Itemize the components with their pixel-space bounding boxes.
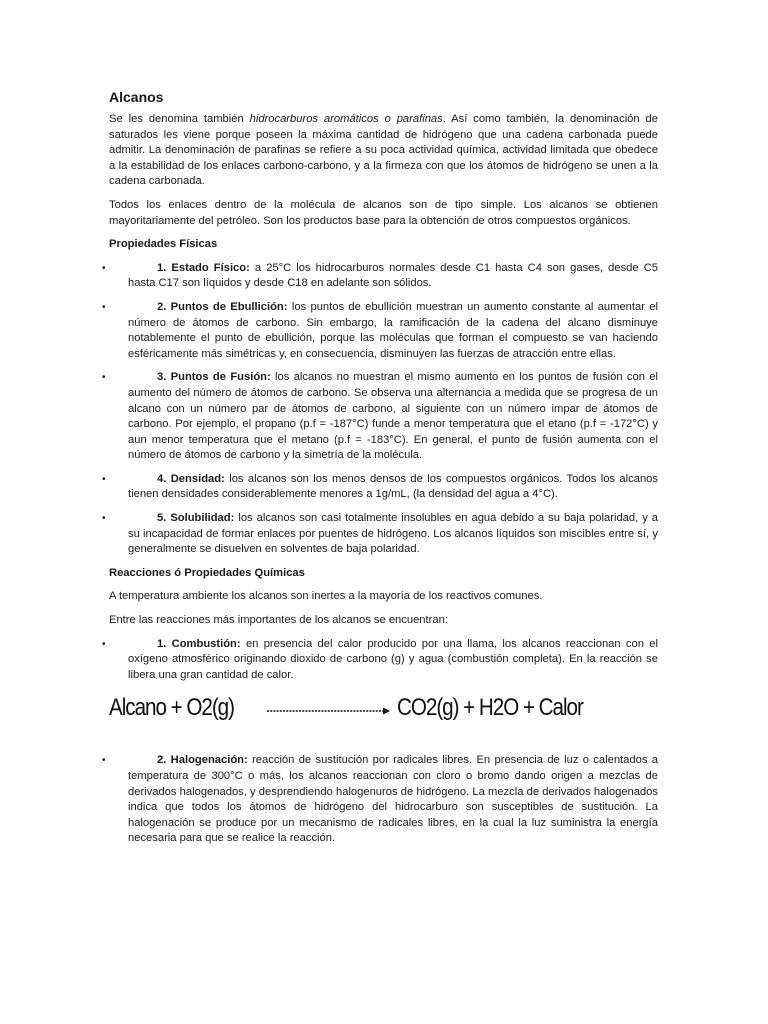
list-item: [102, 261, 659, 292]
list-item: [102, 370, 658, 464]
item-title: 2. Puntos de Ebullición:: [157, 300, 288, 313]
physical-properties-list: [102, 261, 659, 558]
equation-reactants: Alcano + O2(g): [109, 694, 234, 722]
list-item: [102, 300, 658, 362]
item-text: los alcanos son los menos densos de los compuestos orgánicos. Todos los alcanos tienen densidades considerablemente menores a 1g/mL, (la densidad del agua a 4°C).: [128, 472, 658, 501]
bullet-icon: •: [102, 262, 106, 274]
intro-text-b: . Así como también, la denominación de saturados les viene porque poseen la máxima cantidad de hidrógeno que una cadena carbonada puede admitir. La denominación de parafinas se refiere a su poca actividad química, actividad limitada que obedece a la estabilidad de los enlaces carbono-carbono, y a la firmeza con que los átomos de hidrógeno se unen a la cadena carbonada.: [109, 113, 658, 188]
item-text: los puntos de ebullición muestran un aumento constante al aumentar el número de átomos de carbono. Sin embargo, la ramificación de la cadena del alcano disminuye notablemente el punto de ebullición, porque las moléculas que forman el compuesto se van haciendo esféricamente más simétricas y, en consecuencia, disminuyen las fuerzas de atracción entre ellas.: [128, 300, 658, 360]
list-item: [102, 753, 658, 847]
reactions-list: [102, 637, 658, 684]
intro-paragraph-2: Todos los enlaces dentro de la molécula de alcanos son de tipo simple. Los alcanos se obtienen mayoritariamente del petróleo. Son los productos base para la obtención de otros compuestos orgánicos.: [109, 198, 658, 227]
item-title: 1. Combustión:: [157, 637, 241, 650]
reactions-list-continued: [102, 753, 658, 847]
combustion-equation: [109, 687, 658, 753]
bullet-icon: •: [102, 513, 106, 525]
chemical-paragraph-1: A temperatura ambiente los alcanos son inertes a la mayoría de los reactivos comunes.: [109, 590, 543, 603]
intro-text-a: Se les denomina también: [109, 113, 250, 125]
item-title: 3. Puntos de Fusión:: [157, 371, 271, 384]
item-text: en presencia del calor producido por una llama, los alcanos reaccionan con el oxígeno atmosférico originando dioxido de carbono (g) y agua (combustión completa). En la reacción se libera una gran cantidad de calor.: [128, 637, 658, 681]
item-title: 2. Halogenación:: [157, 754, 248, 767]
intro-italic-terms: hidrocarburos aromáticos o parafinas: [249, 113, 443, 125]
list-item: [102, 472, 658, 503]
equation-products: CO2(g) + H2O + Calor: [397, 694, 583, 722]
bullet-icon: •: [102, 755, 106, 767]
item-text: a 25°C los hidrocarburos normales desde C1 hasta C4 son gases, desde C5 hasta C17 son líquidos y desde C18 en adelante son sólidos.: [128, 261, 659, 290]
section-heading-physical: Propiedades Físicas: [109, 238, 218, 251]
item-title: 1. Estado Físico:: [157, 261, 250, 274]
chemical-paragraph-2: Entre las reacciones más importantes de los alcanos se encuentran:: [109, 614, 448, 627]
list-item: [102, 511, 659, 558]
bullet-icon: •: [102, 372, 106, 384]
bullet-icon: •: [102, 473, 106, 485]
bullet-icon: •: [102, 638, 106, 650]
section-heading-chemical: Reacciones ó Propiedades Químicas: [109, 566, 305, 579]
intro-paragraph-1: [109, 112, 658, 190]
bullet-icon: •: [102, 301, 106, 313]
item-text: los alcanos son casi totalmente insolubles en agua debido a su baja polaridad, y a su incapacidad de formar enlaces por puentes de hidrógeno. Los alcanos líquidos son miscibles entre sí, y generalmente se disuelven en solventes de baja polaridad.: [128, 512, 659, 556]
item-text: reacción de sustitución por radicales libres. En presencia de luz o calentados a temperatura de 300°C o más, los alcanos reaccionan con cloro o bromo dando origen a mezclas de derivados halogenados, y desprendiendo halogenuros de hidrógeno. La mezcla de derivados halogenados indica que todos los átomos de hidrógeno del hidrocarburo son susceptibles de sustitución. La halogenación se produce por un mecanismo de radicales libres, en la cual la luz suministra la energía necesaria para que se realice la reacción.: [128, 754, 658, 845]
item-text: los alcanos no muestran el mismo aumento en los puntos de fusión con el aumento del número de átomos de carbono. Se observa una alternancia a medida que se progresa de un alcano con un número par de átomos de carbono, al siguiente con un número impar de átomos de carbono. Por ejemplo, el propano (p.f = -187°C) funde a menor temperatura que el etano (p.f = -172°C) y aun menor temperatura que el metano (p.f = -183°C). En general, el punto de fusión aumenta con el número de átomos de carbono y la simetría de la molécula.: [128, 371, 658, 462]
list-item: [102, 637, 658, 684]
page-title: Alcanos: [109, 89, 164, 105]
reaction-arrow-icon: [267, 706, 391, 716]
item-title: 5. Solubilidad:: [157, 512, 235, 525]
item-title: 4. Densidad:: [157, 472, 225, 485]
